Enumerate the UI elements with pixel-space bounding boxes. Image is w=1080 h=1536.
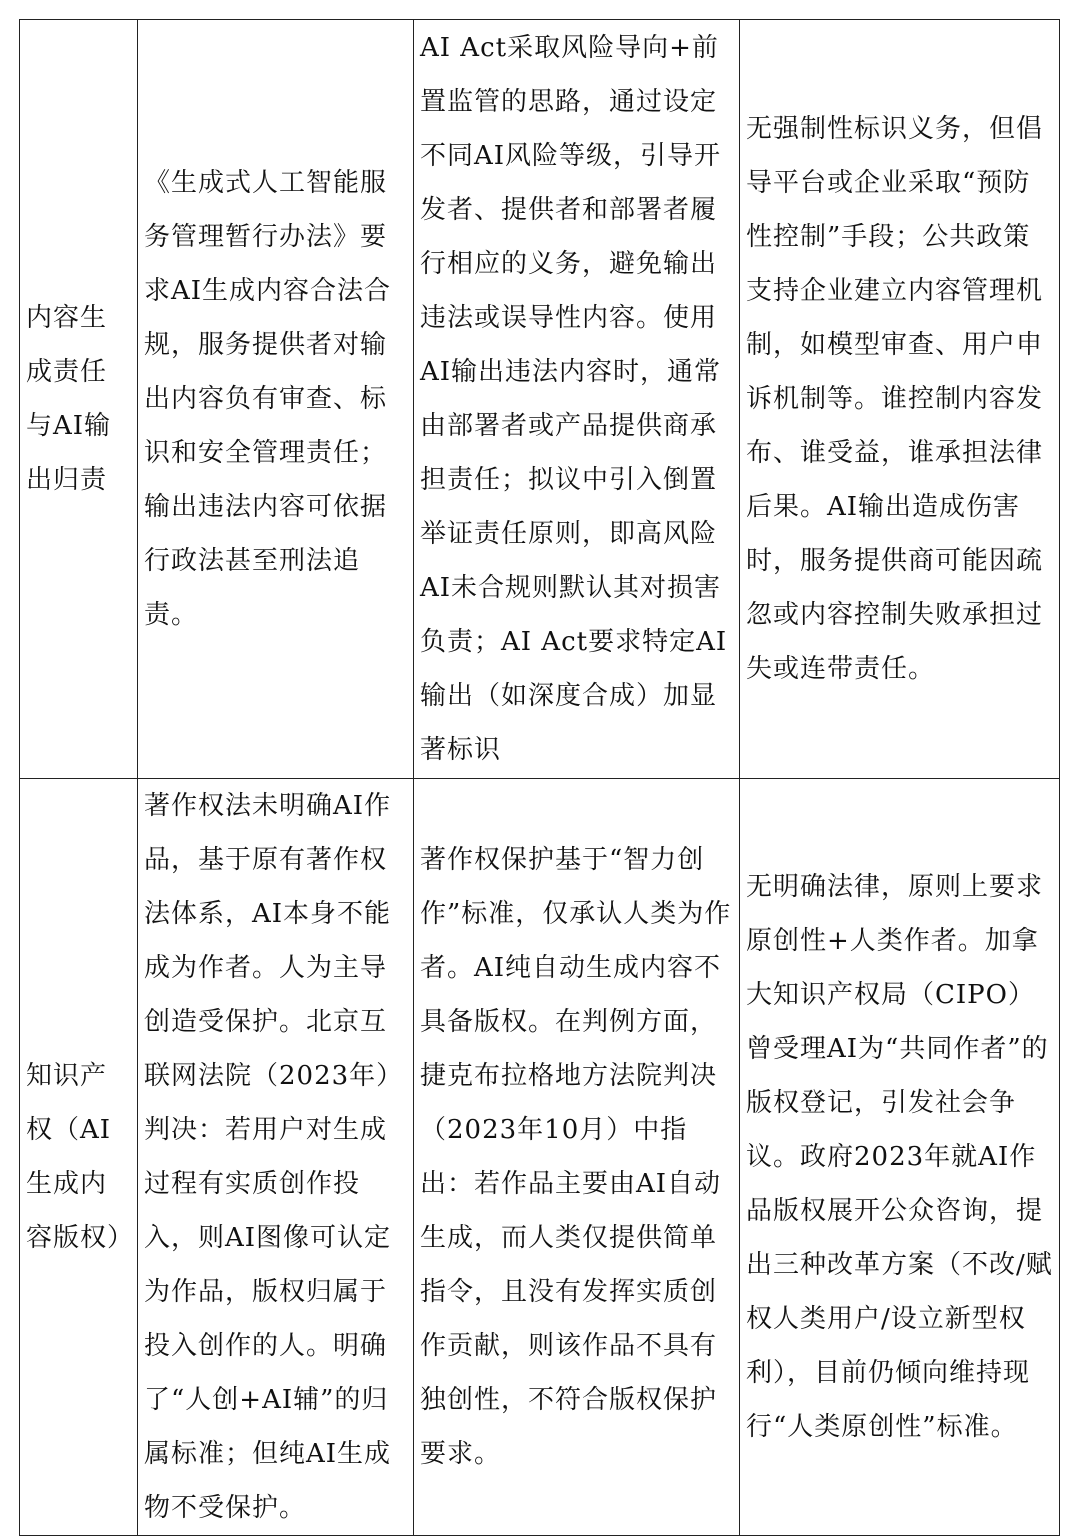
comparison-table (19, 19, 1060, 1536)
eu-cell: 著作权保护基于“智力创作”标准，仅承认人类为作者。AI纯自动生成内容不具备版权。在判例方面，捷克布拉格地方法院判决（2023年10月）中指出：若作品主要由AI自动生成，而人类仅提供简单指令，且没有发挥实质创作贡献，则该作品不具有独创性，不符合版权保护要求。 (414, 779, 740, 1536)
china-cell: 著作权法未明确AI作品，基于原有著作权法体系，AI本身不能成为作者。人为主导创造受保护。北京互联网法院（2023年）判决：若用户对生成过程有实质创作投入，则AI图像可认定为作品，版权归属于投入创作的人。明确了“人创+AI辅”的归属标准；但纯AI生成物不受保护。 (138, 779, 414, 1536)
table-row (20, 779, 1060, 1536)
row-topic-cell: 内容生成责任与AI输出归责 (20, 20, 138, 779)
document-page (19, 19, 1059, 1536)
table-row (20, 20, 1060, 779)
eu-cell: AI Act采取风险导向+前置监管的思路，通过设定不同AI风险等级，引导开发者、提供者和部署者履行相应的义务，避免输出违法或误导性内容。使用AI输出违法内容时，通常由部署者或产品提供商承担责任；拟议中引入倒置举证责任原则，即高风险AI未合规则默认其对损害负责；AI Act要求特定AI输出（如深度合成）加显著标识 (414, 20, 740, 779)
china-cell: 《生成式人工智能服务管理暂行办法》要求AI生成内容合法合规，服务提供者对输出内容负有审查、标识和安全管理责任；输出违法内容可依据行政法甚至刑法追责。 (138, 20, 414, 779)
canada-cell: 无明确法律，原则上要求原创性+人类作者。加拿大知识产权局（CIPO）曾受理AI为“共同作者”的版权登记，引发社会争议。政府2023年就AI作品版权展开公众咨询，提出三种改革方案（不改/赋权人类用户/设立新型权利），目前仍倾向维持现行“人类原创性”标准。 (740, 779, 1060, 1536)
canada-cell: 无强制性标识义务，但倡导平台或企业采取“预防性控制”手段；公共政策支持企业建立内容管理机制，如模型审查、用户申诉机制等。谁控制内容发布、谁受益，谁承担法律后果。AI输出造成伤害时，服务提供商可能因疏忽或内容控制失败承担过失或连带责任。 (740, 20, 1060, 779)
row-topic-cell: 知识产权（AI生成内容版权） (20, 779, 138, 1536)
